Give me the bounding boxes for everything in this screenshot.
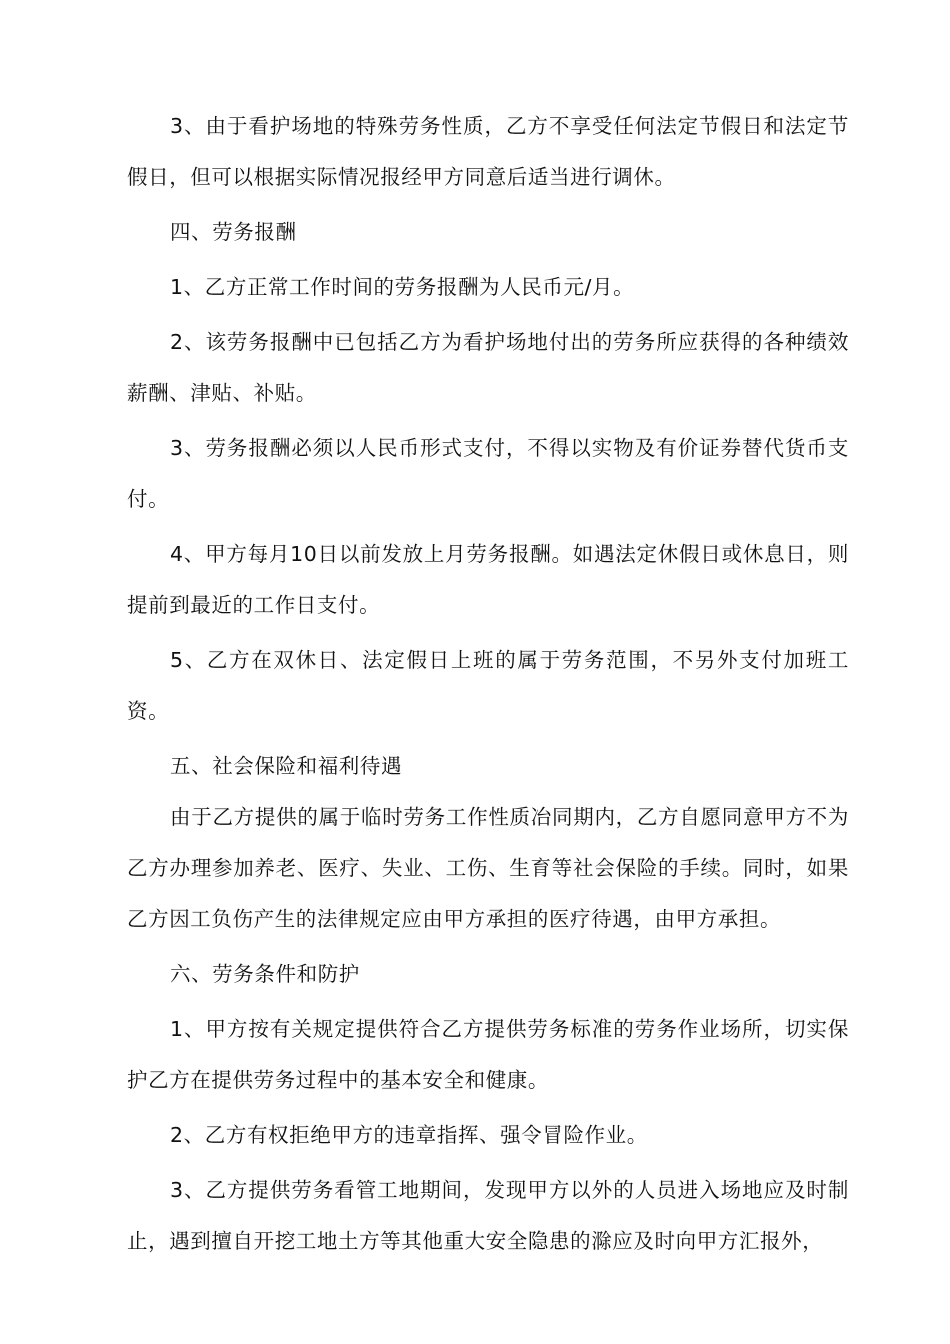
document-body — [127, 101, 849, 1267]
paragraph-remuneration-amount: 1、乙方正常工作时间的劳务报酬为人民币元/月。 — [170, 275, 635, 299]
paragraph-workplace-safety: 1、甲方按有关规定提供符合乙方提供劳务标准的劳务作业场所，切实保护乙方在提供劳务过程中的基本安全和健康。 — [127, 1017, 849, 1092]
paragraph-refuse-orders: 2、乙方有权拒绝甲方的违章指挥、强令冒险作业。 — [170, 1123, 648, 1147]
paragraph-holiday-rest: 3、由于看护场地的特殊劳务性质，乙方不享受任何法定节假日和法定节假日，但可以根据实际情况报经甲方同意后适当进行调休。 — [127, 114, 849, 189]
paragraph-overtime: 5、乙方在双休日、法定假日上班的属于劳务范围，不另外支付加班工资。 — [127, 648, 849, 723]
paragraph-insurance: 由于乙方提供的属于临时劳务工作性质冶同期内，乙方自愿同意甲方不为乙方办理参加养老、医疗、失业、工伤、生育等社会保险的手续。同时，如果乙方因工负伤产生的法律规定应由甲方承担的医疗待遇，由甲方承担。 — [127, 805, 849, 931]
paragraph-payment-currency: 3、劳务报酬必须以人民币形式支付，不得以实物及有价证券替代货币支付。 — [127, 436, 849, 511]
section-heading-conditions: 六、劳务条件和防护 — [170, 962, 360, 986]
paragraph-payment-date: 4、甲方每月10日以前发放上月劳务报酬。如遇法定休假日或休息日，则提前到最近的工作日支付。 — [127, 542, 849, 617]
paragraph-remuneration-includes: 2、该劳务报酬中已包括乙方为看护场地付出的劳务所应获得的各种绩效薪酬、津贴、补贴。 — [127, 330, 849, 405]
section-heading-insurance: 五、社会保险和福利待遇 — [170, 754, 403, 778]
section-heading-remuneration: 四、劳务报酬 — [170, 220, 297, 244]
paragraph-site-watch: 3、乙方提供劳务看管工地期间，发现甲方以外的人员进入场地应及时制止，遇到擅自开挖工地土方等其他重大安全隐患的滁应及时向甲方汇报外， — [127, 1178, 849, 1253]
